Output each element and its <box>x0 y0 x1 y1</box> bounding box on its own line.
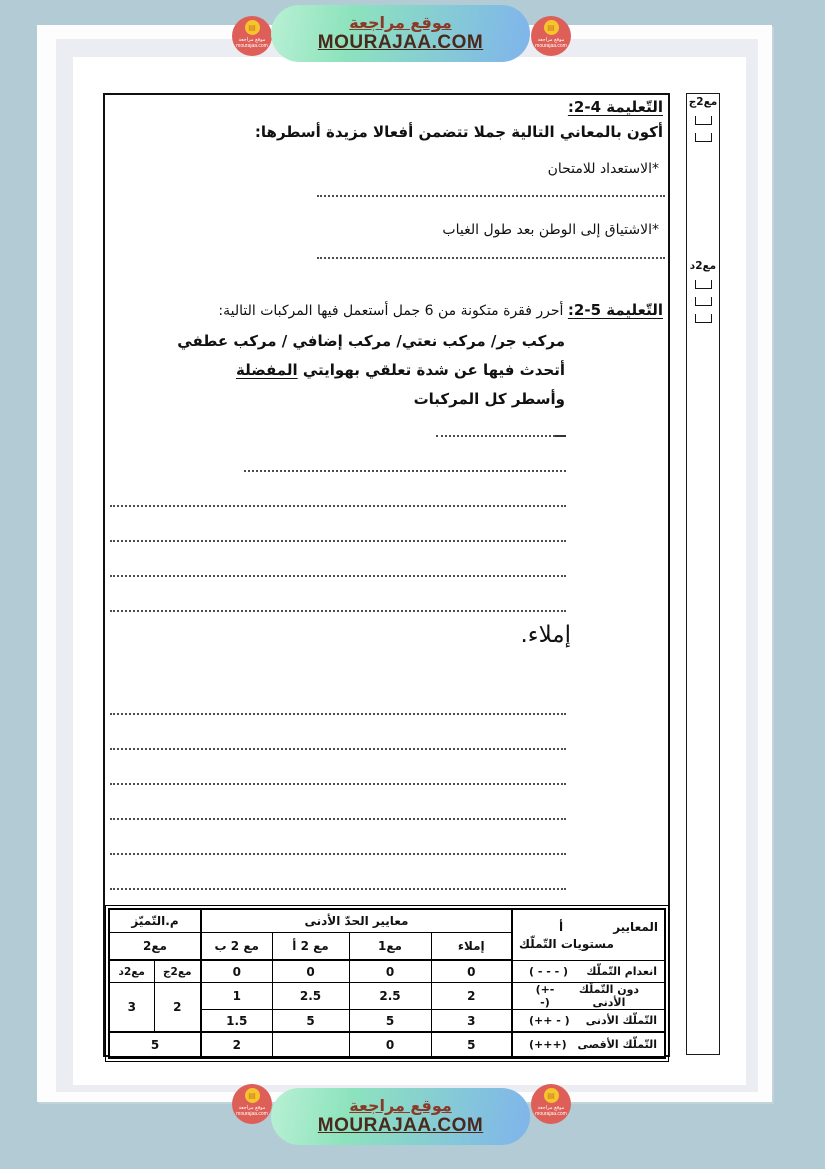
book-icon: ▤ <box>544 20 559 35</box>
merged-bottom-value: 5 <box>109 1032 201 1058</box>
dotted-writing-line <box>110 888 566 890</box>
table-cell: 2.5 <box>272 983 349 1010</box>
dotted-writing-line <box>110 748 566 750</box>
merged-m2d-value: 3 <box>109 983 154 1033</box>
site-logo-badge: ▤ موقع مراجعة mourajaa.com <box>232 1084 272 1124</box>
corner-mark: أ <box>559 919 564 934</box>
page-body <box>73 57 746 1085</box>
row-label: التّملّك الأدنى (++ - ) <box>512 1010 665 1033</box>
exercise-4-2-intro: أكون بالمعاني التالية جملا تتضمن أفعالا مزيدة أسطرها: <box>254 123 663 141</box>
table-cell: 0 <box>431 960 512 983</box>
document-page <box>37 25 772 1102</box>
score-bracket <box>695 314 712 323</box>
dotted-writing-line <box>110 610 566 612</box>
table-cell: 0 <box>201 960 272 983</box>
exercise-4-2-item1: *الاستعداد للامتحان <box>547 161 659 177</box>
site-domain-link[interactable]: MOURAJAA.COM <box>317 32 484 53</box>
page-frame <box>56 39 758 1092</box>
table-cell: 5 <box>431 1032 512 1058</box>
table-cell: 5 <box>272 1010 349 1033</box>
col-header-m2a: مع 2 أ <box>272 933 349 961</box>
site-domain-link[interactable]: MOURAJAA.COM <box>317 1115 484 1136</box>
table-cell: 3 <box>431 1010 512 1033</box>
table-cell: 5 <box>349 1010 431 1033</box>
dictation-title: إملاء. <box>520 622 571 648</box>
site-logo-badge: ▤ موقع مراجعة mourajaa.com <box>531 16 571 56</box>
table-cell: 2 <box>201 1032 272 1058</box>
dotted-writing-line <box>110 505 566 507</box>
content-box <box>103 93 670 1057</box>
min-criteria-group-header: معايير الحدّ الأدنى <box>201 909 512 933</box>
dash-mark <box>555 435 566 437</box>
score-bracket <box>695 116 712 125</box>
score-bracket <box>695 297 712 306</box>
dotted-writing-line <box>317 257 665 259</box>
margin-code-m2d: مع2د <box>689 260 717 272</box>
exercise-5-2-intro: أحرر فقرة متكونة من 6 جمل أستعمل فيها المركبات التالية: <box>218 303 568 319</box>
exercise-5-2-title: التّعليمة 5-2: <box>567 301 663 319</box>
book-icon: ▤ <box>245 1088 260 1103</box>
score-bracket <box>695 280 712 289</box>
dotted-writing-line <box>110 818 566 820</box>
topic-text: أتحدث فيها عن شدة تعلقي بهوايتي <box>297 361 565 379</box>
dotted-writing-line <box>110 853 566 855</box>
top-banner <box>0 0 825 75</box>
table-cell: 2.5 <box>349 983 431 1010</box>
col-header-imlaa: إملاء <box>431 933 512 961</box>
col-header-m2: مع2 <box>109 933 201 961</box>
table-cell: 1 <box>201 983 272 1010</box>
site-name-link[interactable]: موقع مراجعة <box>349 1096 452 1115</box>
table-corner-header <box>512 909 665 960</box>
short-writing-line <box>436 435 566 437</box>
score-bracket <box>695 133 712 142</box>
dotted-writing-line <box>110 575 566 577</box>
dotted-writing-line <box>317 195 665 197</box>
col-header-m2b: مع 2 ب <box>201 933 272 961</box>
margin-code-m2j: مع2ج <box>688 96 718 108</box>
grading-margin-strip <box>686 93 720 1055</box>
exercise-5-2-topic <box>236 361 565 379</box>
topic-underlined-word: المفضلة <box>236 361 298 379</box>
col-header-m2d: مع2د <box>109 960 154 983</box>
merged-m2j-value: 2 <box>154 983 201 1033</box>
col-header-m2j: مع2ج <box>154 960 201 983</box>
dotted-writing-line <box>110 713 566 715</box>
bottom-banner <box>0 1082 825 1157</box>
table-cell: 2 <box>431 983 512 1010</box>
site-banner-pill <box>271 5 530 62</box>
dotted-writing-line <box>110 540 566 542</box>
exercise-4-2-title: التّعليمة 4-2: <box>567 98 663 116</box>
table-cell: 1.5 <box>201 1010 272 1033</box>
exercise-5-2-underline-note: وأسطر كل المركبات <box>413 390 565 408</box>
dotted-writing-line <box>110 783 566 785</box>
table-cell <box>272 1032 349 1058</box>
assessment-table <box>108 908 666 1059</box>
table-cell: 0 <box>272 960 349 983</box>
book-icon: ▤ <box>245 20 260 35</box>
book-icon: ▤ <box>544 1088 559 1103</box>
col-header-m1: مع1 <box>349 933 431 961</box>
site-logo-badge: ▤ موقع مراجعة mourajaa.com <box>232 16 272 56</box>
exercise-4-2-item2: *الاشتياق إلى الوطن بعد طول الغياب <box>442 222 659 238</box>
row-label: التّملّك الأقصى (+++) <box>512 1032 665 1058</box>
site-banner-pill <box>271 1088 530 1145</box>
row-label: انعدام التّملّك ( - - - ) <box>512 960 665 983</box>
exercise-5-2-line <box>218 300 663 319</box>
row-label: دون التّملّك الأدنى (+- -) <box>512 983 665 1010</box>
dotted-writing-line <box>244 470 566 472</box>
table-cell: 0 <box>349 1032 431 1058</box>
site-logo-badge: ▤ موقع مراجعة mourajaa.com <box>531 1084 571 1124</box>
table-cell: 0 <box>349 960 431 983</box>
exercise-5-2-compounds: مركب جر/ مركب نعتي/ مركب إضافي / مركب عطفي <box>177 332 565 350</box>
criteria-label: المعايير <box>613 919 658 934</box>
levels-label: مستويات التّملّك <box>519 936 614 951</box>
excellence-group-header: م.التّميّز <box>109 909 201 933</box>
site-name-link[interactable]: موقع مراجعة <box>349 13 452 32</box>
